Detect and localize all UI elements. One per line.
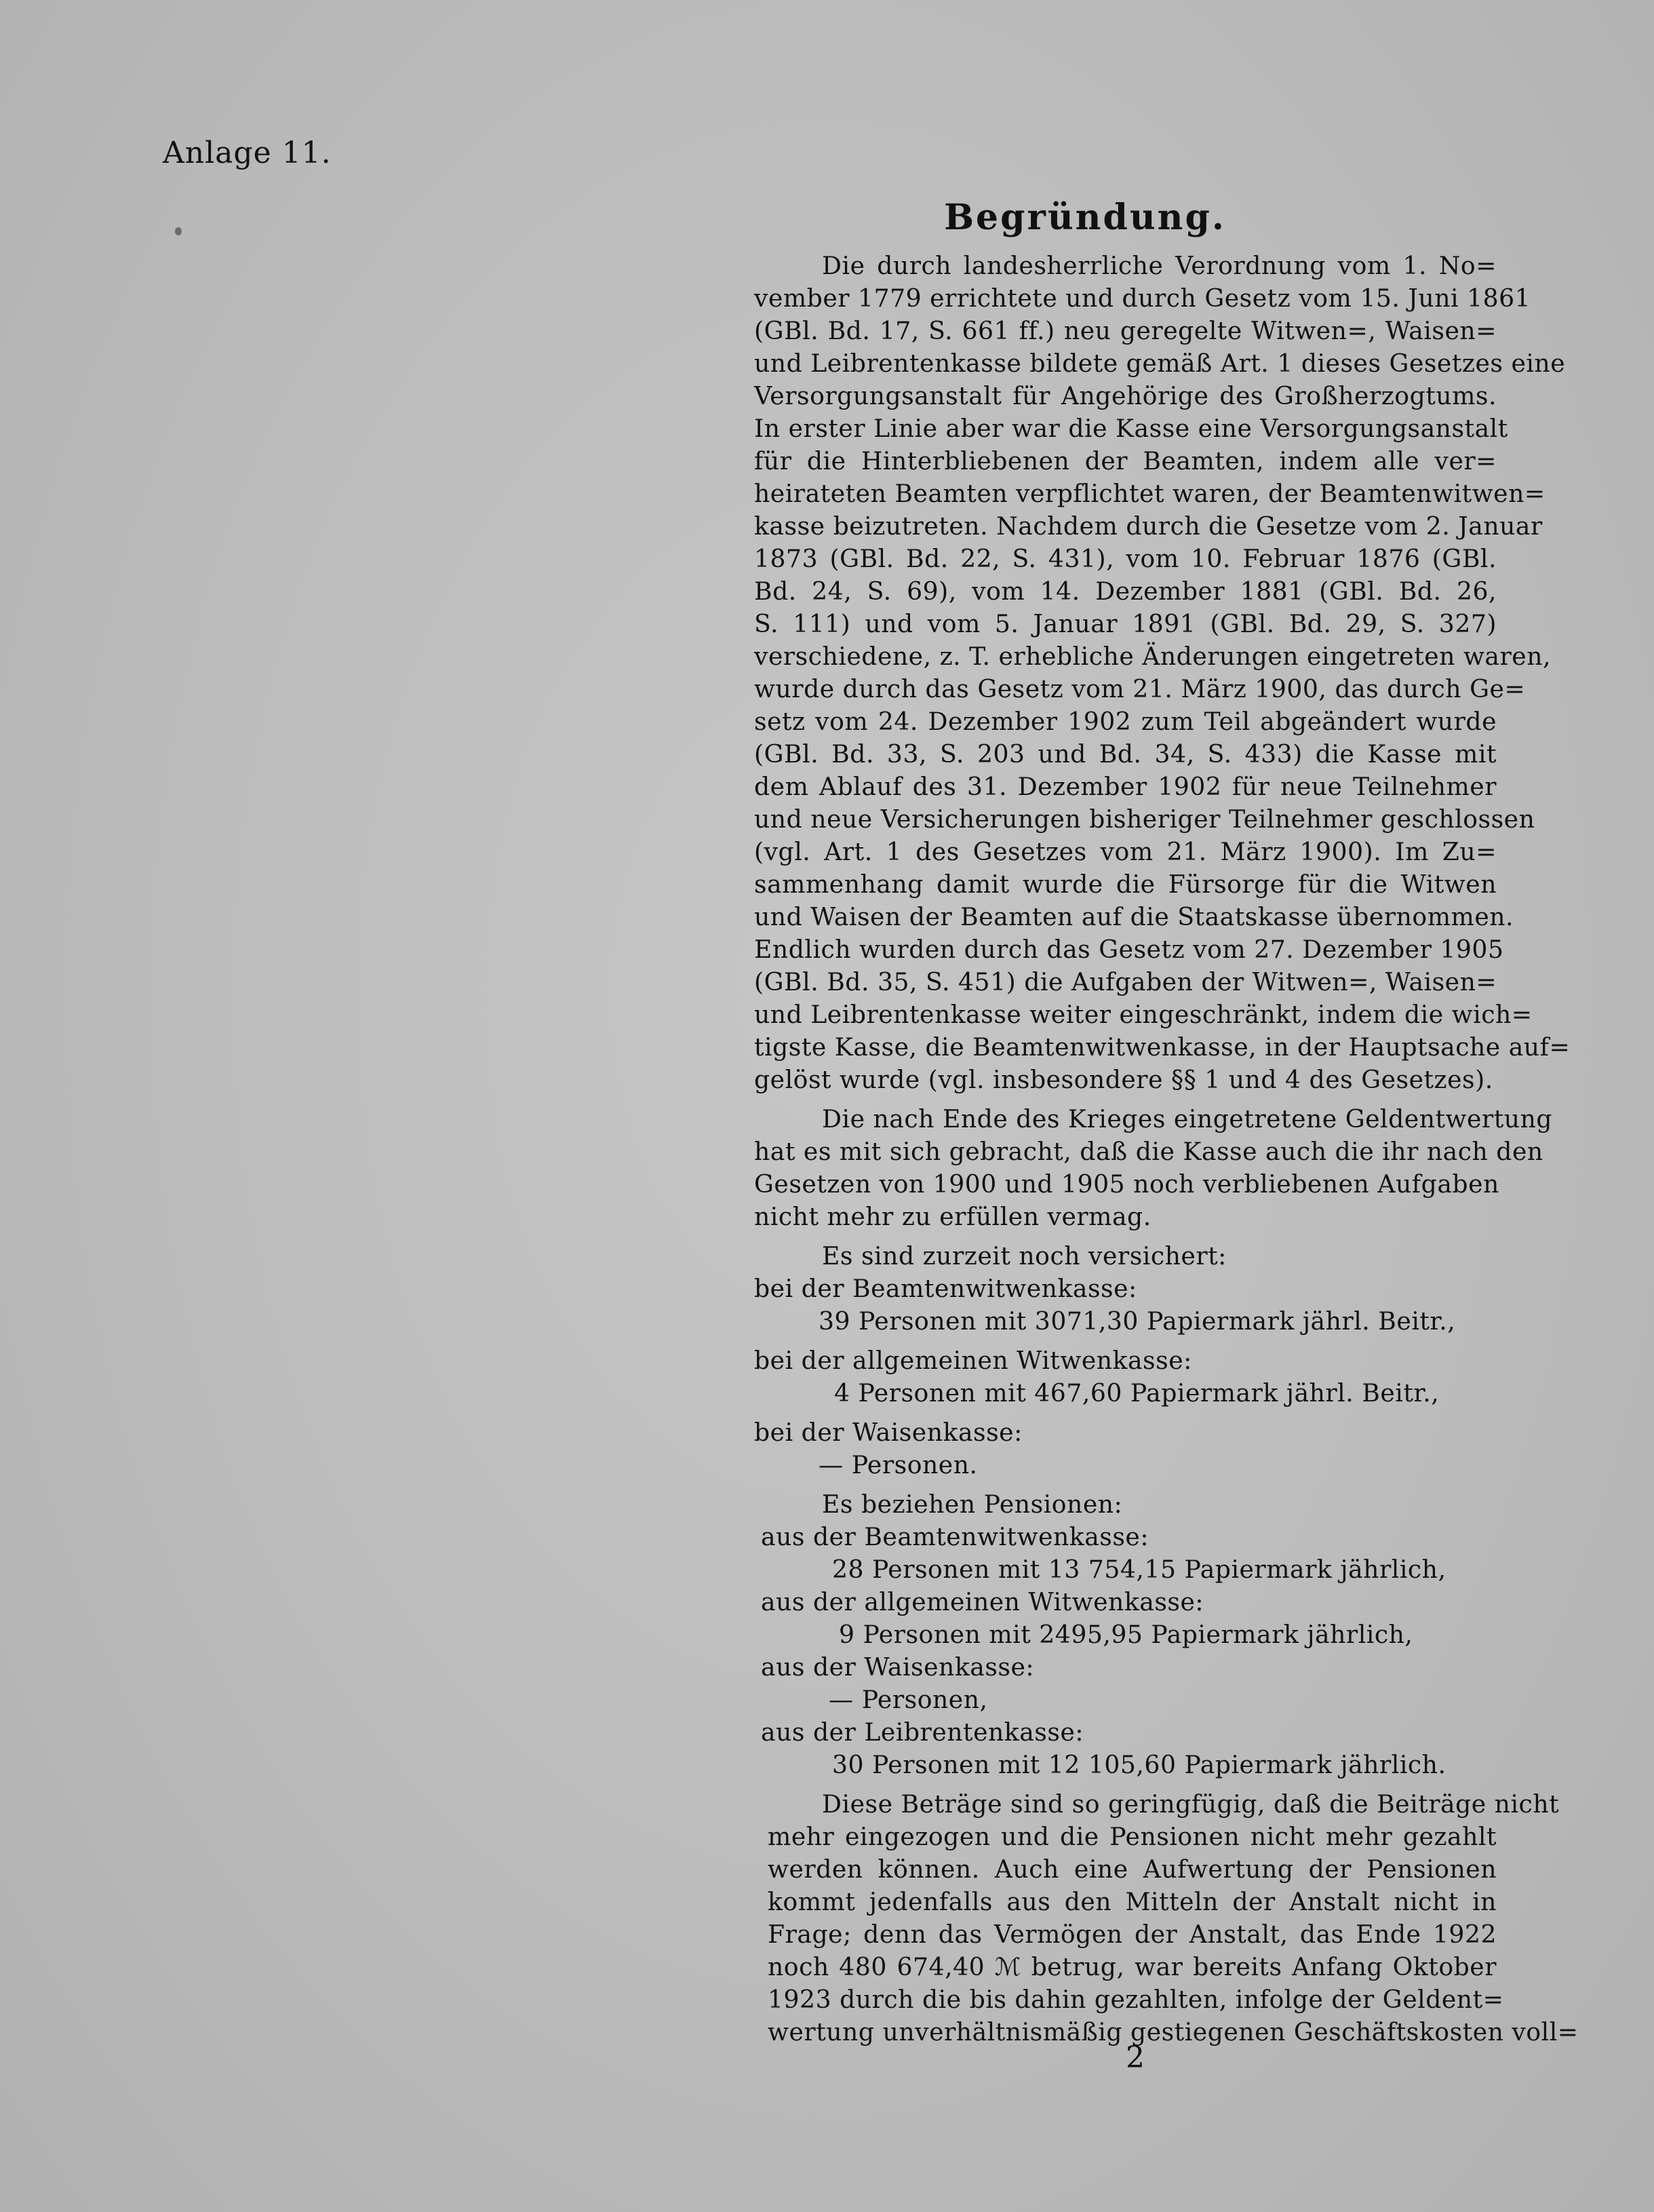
text-line: 9 Personen mit 2495,95 Papiermark jährlich, [839, 1620, 1413, 1649]
text-line: bei der Beamtenwitwenkasse: [754, 1274, 1137, 1303]
text-line: aus der Leibrentenkasse: [761, 1718, 1084, 1747]
text-line: (GBl. Bd. 35, S. 451) die Aufgaben der Witwen=, Waisen= [754, 967, 1497, 996]
text-line: In erster Linie aber war die Kasse eine Versorgungsanstalt [754, 414, 1508, 443]
text-line: Versorgungsanstalt für Angehörige des Großherzogtums. [754, 381, 1497, 410]
text-line: werden können. Auch eine Aufwertung der Pensionen [768, 1855, 1497, 1884]
text-line: bei der allgemeinen Witwenkasse: [754, 1346, 1192, 1375]
text-line: setz vom 24. Dezember 1902 zum Teil abgeändert wurde [754, 707, 1497, 736]
text-line: Diese Beträge sind so geringfügig, daß die Beiträge nicht [822, 1789, 1560, 1819]
text-line: 4 Personen mit 467,60 Papiermark jährl. Beitr., [834, 1378, 1440, 1408]
paragraph-gap [754, 1781, 1497, 1788]
paragraph-gap [754, 1481, 1497, 1488]
text-line: wertung unverhältnismäßig gestiegenen Geschäftskosten voll= [768, 2017, 1579, 2046]
text-line: mehr eingezogen und die Pensionen nicht mehr gezahlt [768, 1822, 1497, 1851]
text-line: und Leibrentenkasse weiter eingeschränkt, indem die wich= [754, 1000, 1533, 1029]
paragraph-gap [754, 1233, 1497, 1240]
text-line: — Personen, [829, 1685, 988, 1714]
text-line: (vgl. Art. 1 des Gesetzes vom 21. März 1900). Im Zu= [754, 837, 1497, 866]
page-speck [175, 227, 182, 235]
text-line: dem Ablauf des 31. Dezember 1902 für neue Teilnehmer [754, 772, 1497, 801]
text-line: verschiedene, z. T. erhebliche Änderungen eingetreten waren, [754, 642, 1552, 671]
text-line: 1873 (GBl. Bd. 22, S. 431), vom 10. Februar 1876 (GBl. [754, 544, 1497, 573]
text-line: 39 Personen mit 3071,30 Papiermark jährl. Beitr., [819, 1306, 1456, 1336]
text-line: Bd. 24, S. 69), vom 14. Dezember 1881 (GBl. Bd. 26, [754, 577, 1497, 606]
text-line: Gesetzen von 1900 und 1905 noch verbliebenen Aufgaben [754, 1169, 1499, 1199]
text-line: 1923 durch die bis dahin gezahlten, infolge der Geldent= [768, 1985, 1504, 2014]
paragraph-gap [754, 1096, 1497, 1103]
text-line: bei der Waisenkasse: [754, 1418, 1023, 1447]
text-line: tigste Kasse, die Beamtenwitwenkasse, in der Hauptsache auf= [754, 1032, 1571, 1062]
text-line: nicht mehr zu erfüllen vermag. [754, 1202, 1151, 1231]
text-line: Frage; denn das Vermögen der Anstalt, das Ende 1922 [768, 1920, 1497, 1949]
page-number: 2 [1126, 2040, 1145, 2075]
text-line: vember 1779 errichtete und durch Gesetz vom 15. Juni 1861 [754, 284, 1531, 313]
text-line: Es sind zurzeit noch versichert: [822, 1241, 1227, 1270]
text-line: Es beziehen Pensionen: [822, 1490, 1123, 1519]
text-line: sammenhang damit wurde die Fürsorge für die Witwen [754, 870, 1497, 899]
annex-label: Anlage 11. [163, 136, 332, 170]
body-text [754, 250, 1579, 2049]
text-line: und Leibrentenkasse bildete gemäß Art. 1 dieses Gesetzes eine [754, 349, 1566, 378]
text-line: (GBl. Bd. 33, S. 203 und Bd. 34, S. 433) die Kasse mit [754, 739, 1497, 769]
text-line: Die durch landesherrliche Verordnung vom 1. No= [822, 251, 1497, 280]
text-line: für die Hinterbliebenen der Beamten, indem alle ver= [754, 446, 1497, 476]
text-line: und neue Versicherungen bisheriger Teilnehmer geschlossen [754, 804, 1535, 834]
text-line: kommt jedenfalls aus den Mitteln der Anstalt nicht in [768, 1887, 1497, 1916]
text-line: S. 111) und vom 5. Januar 1891 (GBl. Bd. 29, S. 327) [754, 609, 1497, 638]
text-line: wurde durch das Gesetz vom 21. März 1900, das durch Ge= [754, 674, 1526, 703]
text-line: gelöst wurde (vgl. insbesondere §§ 1 und 4 des Gesetzes). [754, 1065, 1493, 1094]
text-line: aus der Beamtenwitwenkasse: [761, 1522, 1149, 1551]
paragraph-gap [754, 1410, 1497, 1416]
paragraph-gap [754, 1338, 1497, 1344]
text-line: und Waisen der Beamten auf die Staatskasse übernommen. [754, 902, 1514, 931]
text-line: 30 Personen mit 12 105,60 Papiermark jährlich. [832, 1750, 1446, 1779]
text-line: Endlich wurden durch das Gesetz vom 27. Dezember 1905 [754, 935, 1504, 964]
text-line: (GBl. Bd. 17, S. 661 ff.) neu geregelte Witwen=, Waisen= [754, 316, 1497, 345]
text-line: Die nach Ende des Krieges eingetretene Geldentwertung [822, 1104, 1553, 1133]
text-line: aus der allgemeinen Witwenkasse: [761, 1587, 1204, 1616]
text-line: 28 Personen mit 13 754,15 Papiermark jährlich, [832, 1555, 1446, 1584]
text-line: kasse beizutreten. Nachdem durch die Gesetze vom 2. Januar [754, 511, 1543, 541]
page-title: Begründung. [944, 197, 1226, 238]
text-line: — Personen. [819, 1450, 978, 1479]
text-line: noch 480 674,40 ℳ betrug, war bereits Anfang Oktober [768, 1952, 1497, 1981]
text-line: heirateten Beamten verpflichtet waren, der Beamtenwitwen= [754, 479, 1545, 508]
text-line: aus der Waisenkasse: [761, 1652, 1035, 1682]
text-line: hat es mit sich gebracht, daß die Kasse auch die ihr nach den [754, 1137, 1543, 1166]
